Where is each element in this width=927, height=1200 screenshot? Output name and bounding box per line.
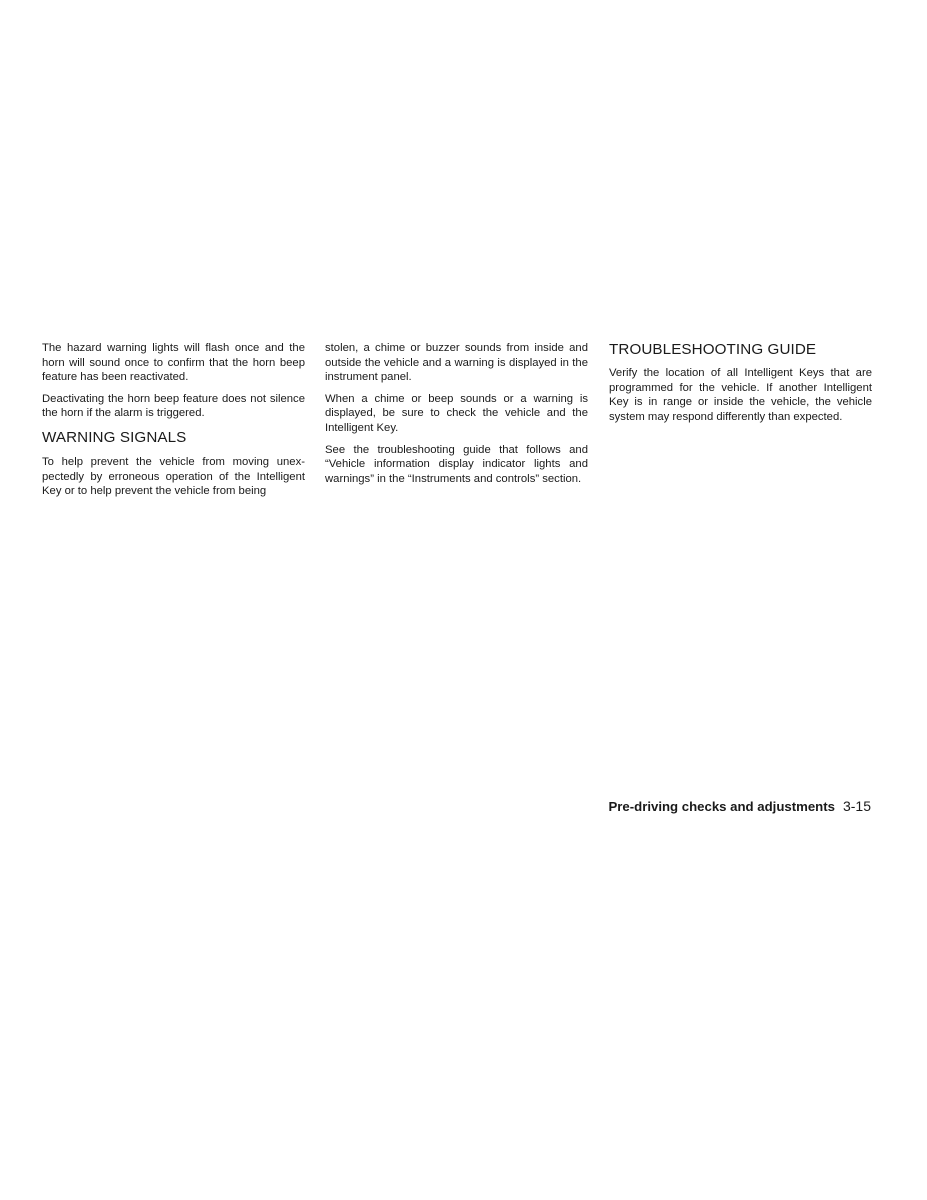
paragraph-chime-check: When a chime or beep sounds or a warning is displayed, be sure to check the vehicle and the Intelligent Key. bbox=[325, 392, 588, 434]
paragraph-warning-signals-continued: stolen, a chime or buzzer sounds from inside and outside the vehicle and a warning is displayed in the instrument panel. bbox=[325, 342, 588, 384]
paragraph-verify-keys: Verify the location of all Intelligent Keys that are programmed for the vehicle. If another Intelligent Key is in range or inside the vehicle, the vehicle system may respond differently than expected. bbox=[609, 367, 872, 423]
heading-troubleshooting-guide: TROUBLESHOOTING GUIDE bbox=[609, 341, 817, 358]
text-column-1 bbox=[42, 341, 305, 506]
text-column-3 bbox=[609, 341, 872, 431]
page-number: 3-15 bbox=[842, 798, 871, 814]
paragraph-horn-beep-deactivated: Deactivating the horn beep feature does not silence the horn if the alarm is triggered. bbox=[42, 392, 305, 420]
paragraph-horn-beep-reactivated: The hazard warning lights will flash once and the horn will sound once to confirm that the horn beep feature has been reactivated. bbox=[42, 342, 305, 384]
footer-section-title: Pre-driving checks and adjustments bbox=[608, 799, 835, 814]
paragraph-warning-signals-intro: To help prevent the vehicle from moving unexpectedly by erroneous operation of the Intelligent Key or to help prevent the vehicle from being bbox=[42, 455, 305, 498]
text-column-2 bbox=[325, 341, 588, 493]
paragraph-see-troubleshooting: See the troubleshooting guide that follows and “Vehicle information display indicator lights and warnings” in the “Instruments and controls” section. bbox=[325, 443, 588, 485]
page-footer bbox=[560, 797, 871, 816]
heading-warning-signals: WARNING SIGNALS bbox=[42, 428, 187, 446]
